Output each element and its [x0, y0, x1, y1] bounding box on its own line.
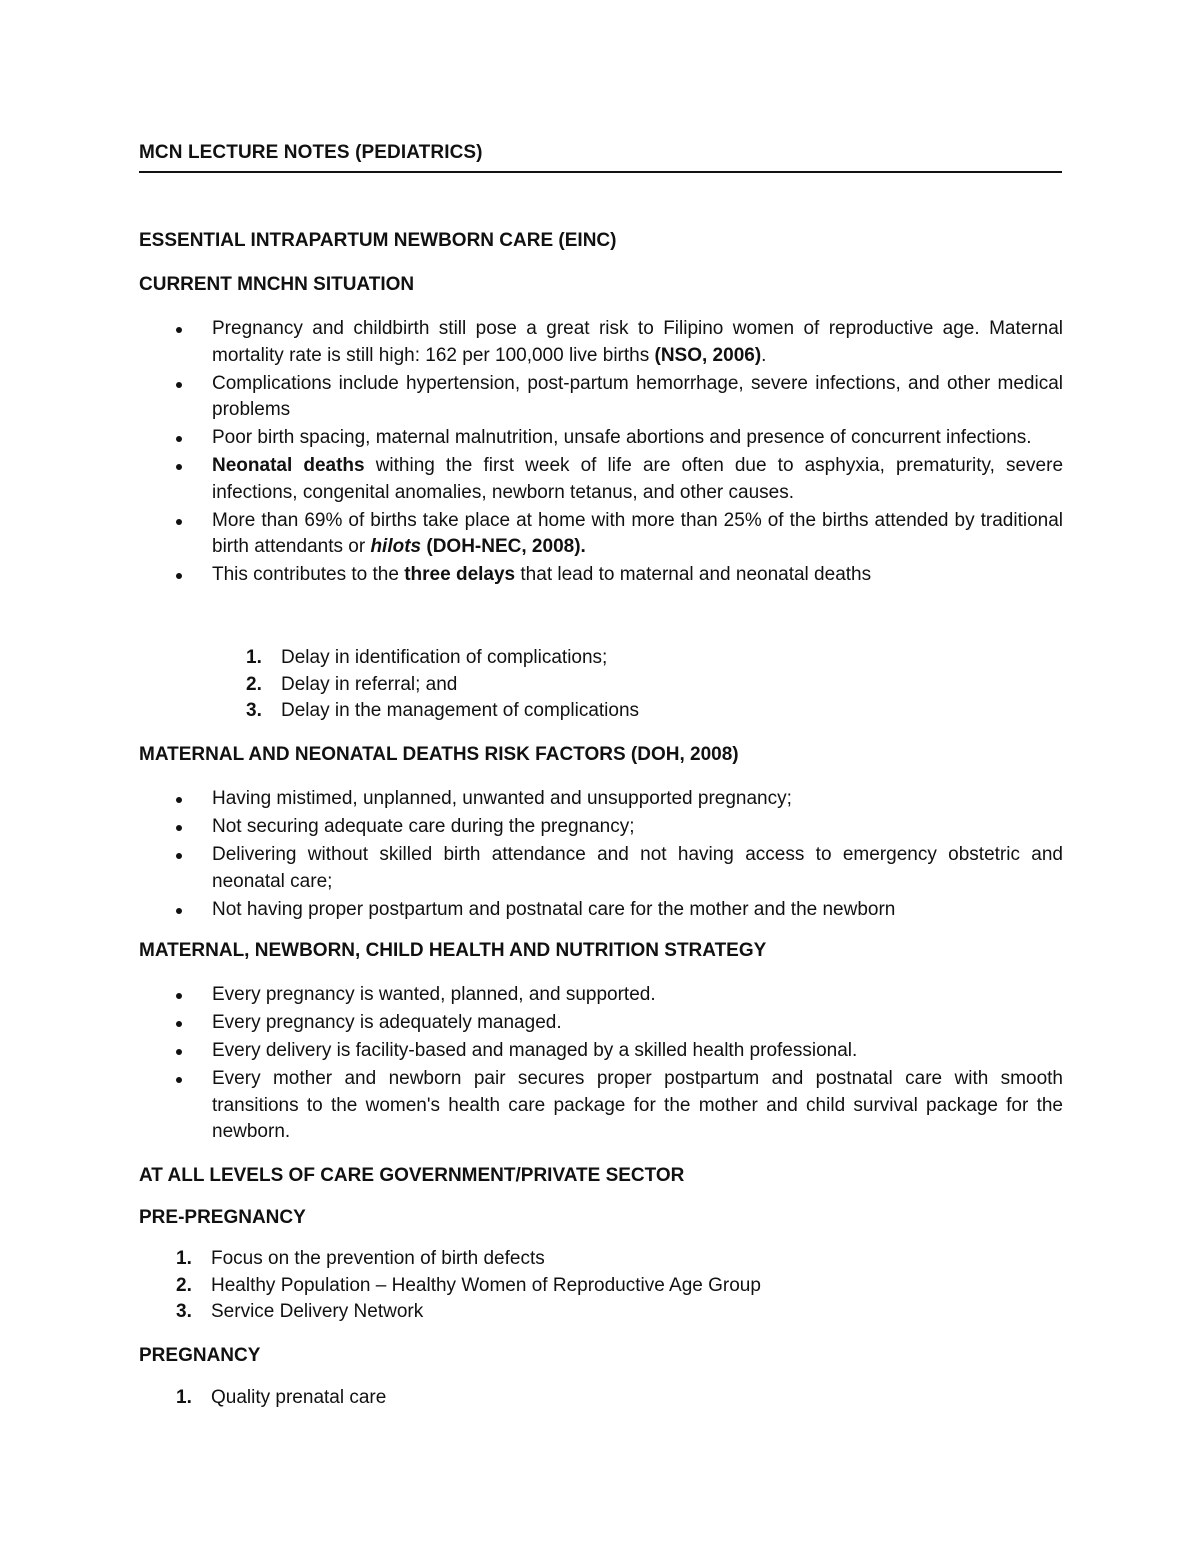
bullet-icon	[176, 573, 182, 579]
bullet-icon	[176, 797, 182, 803]
risk-heading: MATERNAL AND NEONATAL DEATHS RISK FACTORS (DOH, 2008)	[139, 744, 739, 765]
list-item: Every mother and newborn pair secures proper postpartum and postnatal care with smooth transitions to the women's health care package for the mother and child survival package for the newborn.	[139, 1066, 1063, 1146]
bullet-icon	[176, 382, 182, 388]
bullet-icon	[176, 436, 182, 442]
list-item: Every pregnancy is adequately managed.	[139, 1010, 1063, 1037]
list-item: This contributes to the three delays that lead to maternal and neonatal deaths	[139, 562, 1063, 589]
bullet-icon	[176, 464, 182, 470]
list-item: Neonatal deaths withing the first week of life are often due to asphyxia, prematurity, severe infections, congenital anomalies, newborn tetanus, and other causes.	[139, 453, 1063, 506]
list-item: 1. Focus on the prevention of birth defects	[176, 1248, 545, 1269]
list-item: 3. Delay in the management of complications	[246, 700, 640, 721]
situation-heading: CURRENT MNCHN SITUATION	[139, 274, 415, 295]
einc-heading: ESSENTIAL INTRAPARTUM NEWBORN CARE (EINC)	[139, 230, 617, 251]
levels-heading: AT ALL LEVELS OF CARE GOVERNMENT/PRIVATE SECTOR	[139, 1165, 685, 1186]
situation-list	[139, 316, 1063, 590]
pregnancy-list	[176, 1385, 386, 1412]
list-item: 3. Service Delivery Network	[176, 1301, 424, 1322]
prepregnancy-heading: PRE-PREGNANCY	[139, 1207, 306, 1228]
bullet-icon	[176, 327, 182, 333]
list-item: Poor birth spacing, maternal malnutrition, unsafe abortions and presence of concurrent infections.	[139, 425, 1063, 452]
strategy-heading: MATERNAL, NEWBORN, CHILD HEALTH AND NUTRITION STRATEGY	[139, 940, 767, 961]
bullet-icon	[176, 519, 182, 525]
prepregnancy-list	[176, 1246, 761, 1326]
strategy-list	[139, 982, 1063, 1147]
list-item: Having mistimed, unplanned, unwanted and unsupported pregnancy;	[139, 786, 1063, 813]
list-item: 1. Quality prenatal care	[176, 1387, 387, 1408]
delays-list	[246, 645, 639, 725]
risk-list	[139, 786, 1063, 925]
list-item: 2. Healthy Population – Healthy Women of Reproductive Age Group	[176, 1274, 761, 1296]
document-title: MCN LECTURE NOTES (PEDIATRICS)	[139, 142, 483, 163]
bullet-icon	[176, 1077, 182, 1083]
bullet-icon	[176, 993, 182, 999]
list-item: Not having proper postpartum and postnatal care for the mother and the newborn	[139, 897, 1063, 924]
list-item: Not securing adequate care during the pregnancy;	[139, 814, 1063, 841]
bullet-icon	[176, 825, 182, 831]
list-item: Every pregnancy is wanted, planned, and supported.	[139, 982, 1063, 1009]
list-item: Delivering without skilled birth attendance and not having access to emergency obstetric and neonatal care;	[139, 842, 1063, 895]
list-item: 1. Delay in identification of complications;	[246, 647, 608, 668]
list-item: More than 69% of births take place at home with more than 25% of the births attended by traditional birth attendants or hilots (DOH-NEC, 2008).	[139, 508, 1063, 561]
pregnancy-heading: PREGNANCY	[139, 1345, 261, 1366]
list-item: 2. Delay in referral; and	[246, 673, 458, 695]
bullet-icon	[176, 853, 182, 859]
bullet-icon	[176, 1021, 182, 1027]
list-item: Every delivery is facility-based and managed by a skilled health professional.	[139, 1038, 1063, 1065]
bullet-icon	[176, 1049, 182, 1055]
list-item: Complications include hypertension, post-partum hemorrhage, severe infections, and other medical problems	[139, 371, 1063, 424]
title-underline	[139, 171, 1062, 173]
bullet-icon	[176, 908, 182, 914]
list-item: Pregnancy and childbirth still pose a great risk to Filipino women of reproductive age. Maternal mortality rate is still high: 162 per 100,000 live births (NSO, 2006).	[139, 316, 1063, 369]
